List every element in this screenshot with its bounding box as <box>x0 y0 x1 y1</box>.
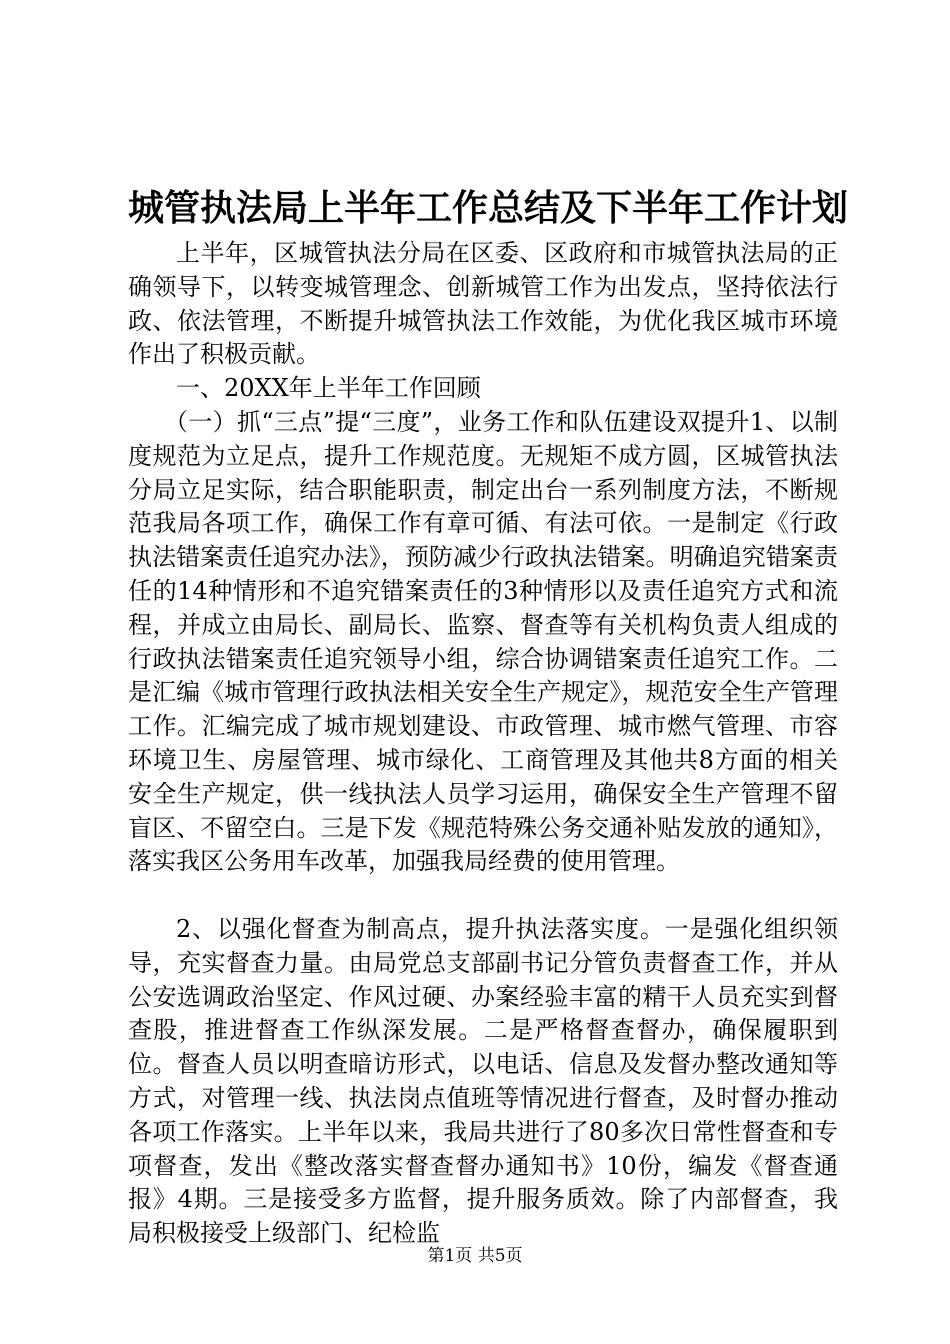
document-title: 城管执法局上半年工作总结及下半年工作计划 <box>128 188 849 229</box>
page-footer: 第1页 共5页 <box>427 1246 523 1266</box>
document-body <box>128 237 838 1251</box>
section-heading: 一、20XX年上半年工作回顾 <box>176 374 481 403</box>
body-paragraph-1: （一）抓“三点”提“三度”，业务工作和队伍建设双提升1、以制度规范为立足点，提升工作规范度。无规矩不成方圆，区城管执法分局立足实际，结合职能职责，制定出台一系列制度方法，不断规范我局各项工作，确保工作有章可循、有法可依。一是制定《行政执法错案责任追究办法》，预防减少行政执法错案。明确追究错案责任的14种情形和不追究错案责任的3种情形以及责任追究方式和流程，并成立由局长、副局长、监察、督查等有关机构负责人组成的行政执法错案责任追究领导小组，综合协调错案责任追究工作。二是汇编《城市管理行政执法相关安全生产规定》，规范安全生产管理工作。汇编完成了城市规划建设、市政管理、城市燃气管理、市容环境卫生、房屋管理、城市绿化、工商管理及其他共8方面的相关安全生产规定，供一线执法人员学习运用，确保安全生产管理不留盲区、不留空白。三是下发《规范特殊公务交通补贴发放的通知》，落实我区公务用车改革，加强我局经费的使用管理。 <box>128 407 838 876</box>
body-paragraph-2: 2、以强化督查为制高点，提升执法落实度。一是强化组织领导，充实督查力量。由局党总支部副书记分管负责督查工作，并从公安选调政治坚定、作风过硬、办案经验丰富的精干人员充实到督查股，推进督查工作纵深发展。二是严格督查督办，确保履职到位。督查人员以明查暗访形式，以电话、信息及发督办整改通知等方式，对管理一线、执法岗点值班等情况进行督查，及时督办推动各项工作落实。上半年以来，我局共进行了80多次日常性督查和专项督查，发出《整改落实督查督办通知书》10份，编发《督查通报》4期。三是接受多方监督，提升服务质效。除了内部督查，我局积极接受上级部门、纪检监 <box>128 914 838 1248</box>
intro-paragraph: 上半年，区城管执法分局在区委、区政府和市城管执法局的正确领导下，以转变城管理念、创新城管工作为出发点，坚持依法行政、依法管理，不断提升城管执法工作效能，为优化我区城市环境作出了积极贡献。 <box>128 239 838 369</box>
paragraph-gap <box>128 879 838 913</box>
